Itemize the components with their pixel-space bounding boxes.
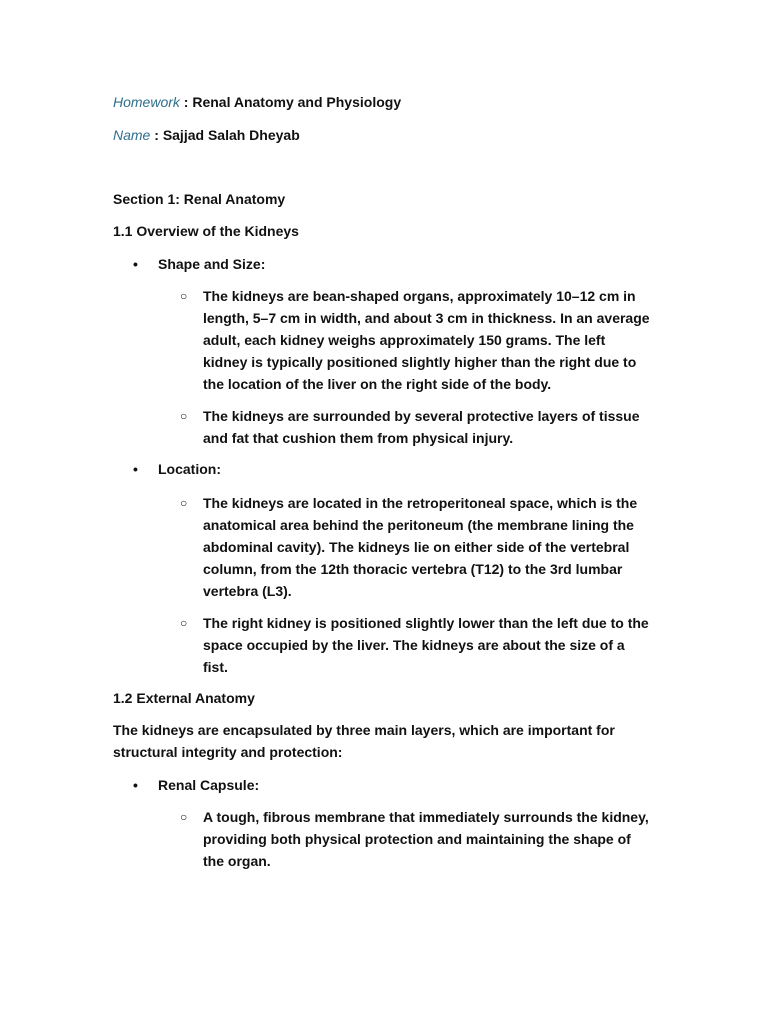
homework-separator: : xyxy=(179,94,193,110)
sub-point xyxy=(180,492,650,602)
subsection-1-2-title: 1.2 External Anatomy xyxy=(113,690,255,706)
sub-point-text: The kidneys are bean-shaped organs, approximately 10–12 cm in length, 5–7 cm in width, and about 3 cm in thickness. In an average adult, each kidney weighs approximately 150 grams. The left kidney is typically positioned slightly higher than the right due to the location of the liver on the right side of the body. xyxy=(203,288,650,392)
sub-point-text: The kidneys are located in the retroperitoneal space, which is the anatomical area behind the peritoneum (the membrane lining the abdominal cavity). The kidneys lie on either side of the vertebral column, from the 12th thoracic vertebra (T12) to the 3rd lumbar vertebra (L3). xyxy=(203,495,638,599)
sub-point-text: The right kidney is positioned slightly lower than the left due to the space occupied by the liver. The kidneys are about the size of a fist. xyxy=(203,615,649,675)
homework-line xyxy=(113,92,401,112)
bullet-icon: • xyxy=(133,777,138,793)
name-separator: : xyxy=(150,127,163,143)
bullet-icon: • xyxy=(133,256,138,272)
sub-point-text: A tough, fibrous membrane that immediately surrounds the kidney, providing both physical protection and maintaining the shape of the organ. xyxy=(203,809,649,869)
bullet-icon: • xyxy=(133,461,138,477)
sub-point xyxy=(180,285,650,395)
bullet-label: Shape and Size: xyxy=(158,256,266,272)
homework-title: Renal Anatomy and Physiology xyxy=(192,94,402,110)
sub-point-text: The kidneys are surrounded by several protective layers of tissue and fat that cushion them from physical injury. xyxy=(203,408,640,446)
circle-bullet-icon: ○ xyxy=(180,289,188,303)
sub-point xyxy=(180,612,650,678)
circle-bullet-icon: ○ xyxy=(180,810,188,824)
homework-label: Homework xyxy=(113,94,180,110)
section-1-title: Section 1: Renal Anatomy xyxy=(113,191,286,207)
subsection-1-1-title: 1.1 Overview of the Kidneys xyxy=(113,223,299,239)
intro-paragraph: The kidneys are encapsulated by three main layers, which are important for structural integrity and protection: xyxy=(113,722,615,760)
sub-point xyxy=(180,806,650,872)
circle-bullet-icon: ○ xyxy=(180,409,188,423)
bullet-renal-capsule xyxy=(133,775,259,795)
student-name: Sajjad Salah Dheyab xyxy=(162,127,300,143)
bullet-location xyxy=(133,459,221,479)
name-line xyxy=(113,125,300,145)
circle-bullet-icon: ○ xyxy=(180,616,188,630)
name-label: Name xyxy=(113,127,151,143)
sub-point xyxy=(180,405,650,449)
bullet-shape-and-size xyxy=(133,254,265,274)
circle-bullet-icon: ○ xyxy=(180,496,188,510)
bullet-label: Location: xyxy=(158,461,221,477)
bullet-label: Renal Capsule: xyxy=(158,777,260,793)
